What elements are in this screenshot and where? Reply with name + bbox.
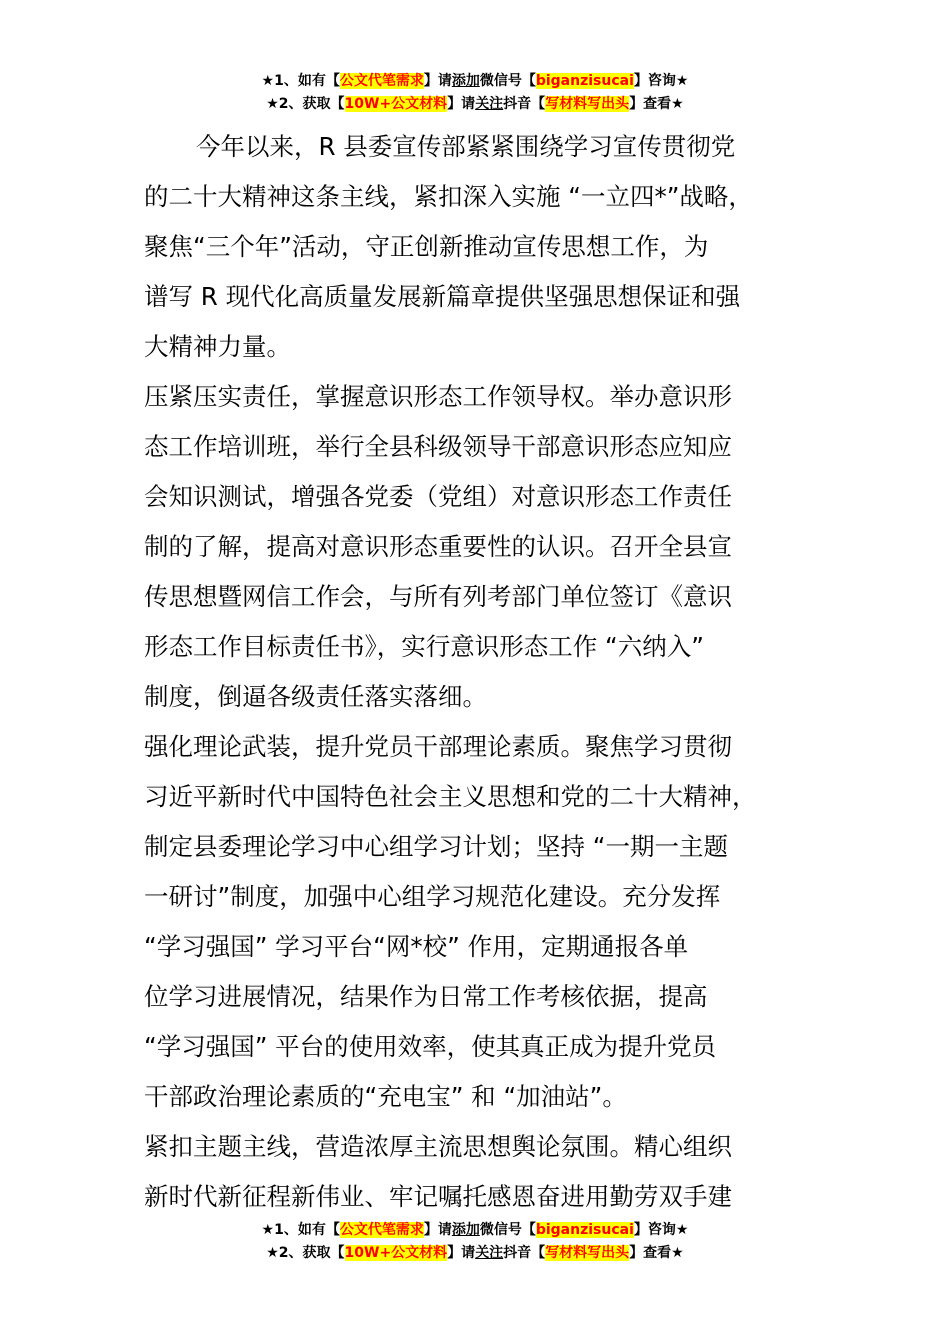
text-line: “学习强国” 平台的使用效率，使其真正成为提升党员 [144, 1032, 717, 1061]
text-line: 态工作培训班，举行全县科级领导干部意识形态应知应 [144, 432, 732, 461]
text-line: 新时代新征程新伟业、牢记嘱托感恩奋进用勤劳双手建 [144, 1182, 732, 1211]
paragraph-intro [144, 122, 834, 372]
text-line: 大精神力量。 [144, 332, 291, 361]
paragraph-theme [144, 1122, 834, 1222]
underline-add: 添加 [451, 73, 480, 89]
highlight-service: 公文代笔需求 [339, 73, 424, 89]
document-body [144, 122, 834, 1222]
text-line: 聚焦“三个年”活动，守正创新推动宣传思想工作，为 [144, 232, 709, 261]
text-line: 位学习进展情况，结果作为日常工作考核依据，提高 [144, 982, 708, 1011]
text-line: 今年以来，R 县委宣传部紧紧围绕学习宣传贯彻党 [196, 132, 736, 161]
highlight-douyin-account: 写材料写出头 [545, 96, 630, 112]
underline-follow: 关注 [475, 96, 504, 112]
text-line: 会知识测试，增强各党委（党组）对意识形态工作责任 [144, 482, 732, 511]
highlight-wechat-id: biganzisucai [535, 1222, 634, 1238]
text-line: 制度，倒逼各级责任落实落细。 [144, 682, 487, 711]
text-line: 制定县委理论学习中心组学习计划；坚持 “一期一主题 [144, 832, 728, 861]
text-line: 的二十大精神这条主线，紧扣深入实施 “一立四*”战略， [144, 182, 753, 211]
text-line: 制的了解，提高对意识形态重要性的认识。召开全县宣 [144, 532, 732, 561]
text-line: 压紧压实责任，掌握意识形态工作领导权。举办意识形 [144, 382, 732, 411]
underline-add: 添加 [451, 1222, 480, 1238]
text-line: “学习强国” 学习平台“网*校” 作用，定期通报各单 [144, 932, 689, 961]
promo-line-2: ★2、获取【10W+公文材料】请关注抖音【写材料写出头】查看★ [266, 96, 684, 112]
highlight-materials: 10W+公文材料 [344, 96, 448, 112]
text-line: 习近平新时代中国特色社会主义思想和党的二十大精神， [144, 782, 757, 811]
text-line: 传思想暨网信工作会，与所有列考部门单位签订《意识 [144, 582, 732, 611]
highlight-materials: 10W+公文材料 [344, 1245, 448, 1261]
text-line: 紧扣主题主线，营造浓厚主流思想舆论氛围。精心组织 [144, 1132, 732, 1161]
highlight-service: 公文代笔需求 [339, 1222, 424, 1238]
highlight-douyin-account: 写材料写出头 [545, 1245, 630, 1261]
footer-promo-banner [0, 1219, 950, 1265]
promo-line-1: ★1、如有【公文代笔需求】请添加微信号【biganzisucai】咨询★ [261, 1222, 689, 1238]
promo-line-1: ★1、如有【公文代笔需求】请添加微信号【biganzisucai】咨询★ [261, 73, 689, 89]
highlight-wechat-id: biganzisucai [535, 73, 634, 89]
text-line: 干部政治理论素质的“充电宝” 和 “加油站”。 [144, 1082, 627, 1111]
paragraph-ideology [144, 372, 834, 722]
header-promo-banner [0, 70, 950, 116]
paragraph-theory [144, 722, 834, 1122]
promo-line-2: ★2、获取【10W+公文材料】请关注抖音【写材料写出头】查看★ [266, 1245, 684, 1261]
text-line: 强化理论武装，提升党员干部理论素质。聚焦学习贯彻 [144, 732, 732, 761]
text-line: 形态工作目标责任书》，实行意识形态工作 “六纳入” [144, 632, 704, 661]
underline-follow: 关注 [475, 1245, 504, 1261]
text-line: 谱写 R 现代化高质量发展新篇章提供坚强思想保证和强 [144, 282, 741, 311]
text-line: 一研讨”制度，加强中心组学习规范化建设。充分发挥 [144, 882, 721, 911]
